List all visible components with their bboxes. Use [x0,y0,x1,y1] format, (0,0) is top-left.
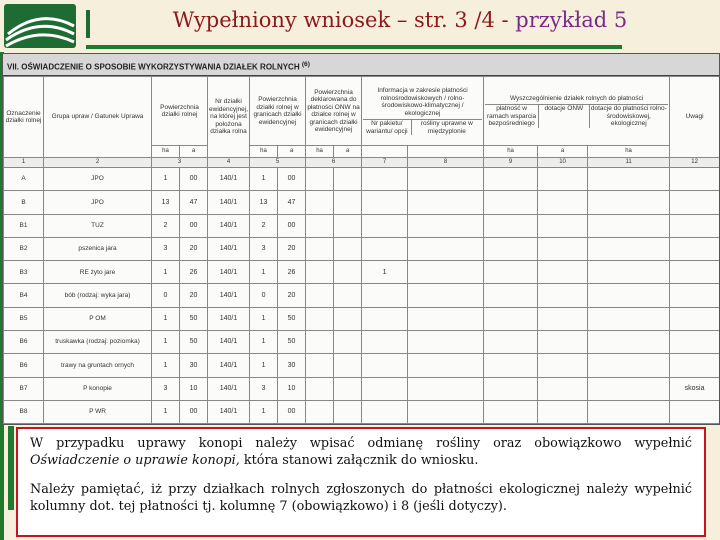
table-row [4,284,720,307]
cell-crop: bób (rodzaj: wyka jara) [44,284,152,307]
cell-a: 30 [180,354,208,377]
cell-empty [484,261,538,284]
cell-ha: 13 [152,191,180,214]
cell-ewid: 140/1 [208,354,250,377]
cell-empty [408,214,484,237]
unit-a: a [180,146,208,158]
table-row [4,307,720,330]
cell-empty [334,354,362,377]
cell-a [180,424,208,425]
cell-a2: 50 [278,331,306,354]
note-accent-bar [8,426,14,510]
unit-ha: ha [152,146,180,158]
cell-empty [408,284,484,307]
table-row [4,424,720,425]
cell-ha2: 0 [250,284,278,307]
cell-empty [588,331,670,354]
cell-c7 [362,237,408,260]
cell-ha2: 1 [250,400,278,423]
cell-ha: 3 [152,377,180,400]
table-row [4,191,720,214]
cell-a2: 20 [278,237,306,260]
unit-ha: ha [250,146,278,158]
cell-ha2: 1 [250,331,278,354]
cell-ha: 1 [152,400,180,423]
cell-empty [588,168,670,191]
cell-empty [334,168,362,191]
cell-ewid: 140/1 [208,331,250,354]
note-p1-em: Oświadczenie o uprawie konopi, [30,453,240,468]
col-number: 11 [588,158,670,168]
cell-ewid: 140/1 [208,237,250,260]
cell-ha: 2 [152,214,180,237]
cell-empty [538,261,588,284]
cell-empty [538,237,588,260]
cell-id: B6 [4,354,44,377]
column-number-row [4,158,720,168]
cell-a: 10 [180,377,208,400]
cell-id: B7 [4,377,44,400]
cell-c7 [362,307,408,330]
form-section-title [3,54,719,76]
cell-a2: 47 [278,191,306,214]
info-note [16,427,706,537]
cell-crop: RE żyto jare [44,261,152,284]
cell-empty [538,424,588,425]
col-number: 3 [152,158,208,168]
cell-empty [588,191,670,214]
cell-ewid: 140/1 [208,261,250,284]
cell-id: B1 [4,214,44,237]
cell-a2: 50 [278,307,306,330]
cell-empty [306,307,334,330]
unit-blank [362,146,408,158]
cell-id: A [4,168,44,191]
cell-empty [334,261,362,284]
unit-ha: ha [588,146,670,158]
cell-empty [588,307,670,330]
cell-empty [484,191,538,214]
cell-ha2: 3 [250,237,278,260]
cell-note [670,331,720,354]
cell-empty [538,214,588,237]
cell-empty [334,400,362,423]
table-row [4,331,720,354]
col-header-1: Oznaczenie działki rolnej [4,77,44,158]
table-row [4,354,720,377]
cell-empty [334,237,362,260]
cell-a2: 00 [278,214,306,237]
cell-id: B5 [4,307,44,330]
cell-c7 [362,191,408,214]
cell-empty [484,424,538,425]
section-title-text: VII. OŚWIADCZENIE O SPOSOBIE WYKORZYSTYWANIA DZIAŁEK ROLNYCH [7,62,300,72]
col-number: 8 [408,158,484,168]
cell-a2: 00 [278,400,306,423]
cell-ha: 3 [152,237,180,260]
table-body [4,168,720,426]
cell-a2: 30 [278,354,306,377]
cell-crop: P WR [44,400,152,423]
cell-c7 [362,424,408,425]
cell-empty [484,331,538,354]
cell-ha2: 1 [250,307,278,330]
cell-ha [152,424,180,425]
cell-note [670,424,720,425]
col-header-9: płatność w ramach wsparcia bezpośredniego [485,105,539,128]
cell-empty [306,261,334,284]
plots-table [3,76,720,425]
col-header-5: Powierzchnia działki rolnej w granicach działki ewidencyjnej [250,77,306,146]
cell-id: B [4,191,44,214]
cell-ewid: 140/1 [208,307,250,330]
cell-empty [484,284,538,307]
cell-empty [306,237,334,260]
col-number: 6 [306,158,362,168]
col-header-6: Powierzchnia deklarowana do płatności ONW na działce rolnej w granicach działki ewidencyjnej [306,77,362,146]
cell-empty [334,307,362,330]
cell-crop: P OM [44,307,152,330]
logo-divider [86,10,90,38]
cell-empty [588,284,670,307]
cell-empty [484,214,538,237]
cell-note: skosia [670,377,720,400]
cell-c7 [362,331,408,354]
cell-empty [306,354,334,377]
cell-c7 [362,214,408,237]
col-header-2: Grupa upraw / Gatunek Uprawa [44,77,152,158]
unit-blank [408,146,484,158]
table-header-row [4,77,720,146]
table-row [4,168,720,191]
cell-empty [538,400,588,423]
cell-crop: JPO [44,191,152,214]
slide-title [100,8,700,32]
cell-ha2: 1 [250,168,278,191]
cell-empty [588,237,670,260]
cell-a2: 26 [278,261,306,284]
col-header-12: Uwagi [670,77,720,158]
col-header-911 [484,77,670,146]
cell-empty [408,331,484,354]
cell-empty [334,424,362,425]
cell-note [670,307,720,330]
col-number: 10 [538,158,588,168]
cell-ha: 1 [152,354,180,377]
cell-c7 [362,168,408,191]
cell-empty [538,284,588,307]
cell-a2: 20 [278,284,306,307]
note-paragraph-1 [30,435,692,469]
cell-note [670,261,720,284]
cell-crop: truskawka (rodzaj: poziomka) [44,331,152,354]
cell-empty [588,377,670,400]
cell-empty [588,261,670,284]
cell-a: 00 [180,400,208,423]
cell-empty [538,191,588,214]
cell-empty [484,400,538,423]
cell-c7 [362,284,408,307]
cell-ha2: 13 [250,191,278,214]
cell-id: B6 [4,331,44,354]
table-row [4,377,720,400]
col-header-7: Nr pakietu/ wariantu/ opcji [363,120,412,135]
cell-note [670,400,720,423]
cell-empty [334,377,362,400]
unit-a: a [278,146,306,158]
cell-empty [484,168,538,191]
cell-crop: JPO [44,168,152,191]
cell-a2 [278,424,306,425]
cell-ha2: 2 [250,214,278,237]
table-row [4,237,720,260]
cell-ewid: 140/1 [208,284,250,307]
col-number: 4 [208,158,250,168]
cell-note [670,237,720,260]
cell-empty [484,237,538,260]
cell-id: B2 [4,237,44,260]
cell-empty [408,237,484,260]
col-header-3: Powierzchnia działki rolnej [152,77,208,146]
cell-empty [588,354,670,377]
cell-ha: 1 [152,307,180,330]
cell-empty [306,214,334,237]
cell-c7 [362,377,408,400]
cell-empty [484,307,538,330]
col-header-4: Nr działki ewidencyjnej, na której jest położona działka rolna [208,77,250,158]
cell-ewid: 140/1 [208,191,250,214]
form-scan [2,53,720,425]
col-header-10: dotacje ONW [539,105,589,128]
cell-empty [306,377,334,400]
col-header-8: rośliny uprawne w międzyplonie [420,120,473,135]
cell-empty [408,168,484,191]
cell-ewid [208,424,250,425]
cell-ha: 1 [152,261,180,284]
cell-c7 [362,354,408,377]
cell-empty [334,191,362,214]
arimr-logo [4,4,76,48]
unit-ha: ha [306,146,334,158]
cell-a2: 00 [278,168,306,191]
cell-ha2: 1 [250,354,278,377]
cell-empty [306,284,334,307]
cell-empty [588,424,670,425]
cell-a: 20 [180,284,208,307]
cell-a: 00 [180,214,208,237]
title-main: Wypełniony wniosek – str. 3 /4 - [172,8,516,32]
col-header-911-title: Wyszczególnienie działek rolnych do płatności [485,95,668,106]
table-row [4,214,720,237]
cell-note [670,284,720,307]
col-number: 12 [670,158,720,168]
title-underline [86,45,622,49]
col-number: 1 [4,158,44,168]
table-row [4,400,720,423]
cell-id: B8 [4,400,44,423]
cell-empty [538,331,588,354]
unit-a: a [334,146,362,158]
note-p1-b: która stanowi załącznik do wniosku. [239,453,479,468]
cell-a: 50 [180,331,208,354]
cell-crop: pszenica jara [44,237,152,260]
cell-empty [484,377,538,400]
cell-a: 20 [180,237,208,260]
cell-ha2: 3 [250,377,278,400]
col-header-78-title: Informacja w zakresie płatności rolnośrodowiskowych / rolno-środowiskowo-klimatycznej / ekologicznej [363,87,482,120]
cell-empty [408,424,484,425]
cell-empty [408,307,484,330]
col-number: 9 [484,158,538,168]
cell-empty [408,191,484,214]
title-highlight: przykład 5 [515,8,628,32]
cell-ha: 1 [152,331,180,354]
cell-crop: P konopie [44,377,152,400]
unit-ha: ha [484,146,538,158]
cell-id [4,424,44,425]
cell-empty [408,377,484,400]
cell-a: 50 [180,307,208,330]
cell-ha2: 1 [250,261,278,284]
cell-ha2 [250,424,278,425]
cell-a: 00 [180,168,208,191]
unit-a: a [538,146,588,158]
cell-empty [334,331,362,354]
cell-empty [588,214,670,237]
cell-empty [408,400,484,423]
cell-note [670,354,720,377]
cell-empty [408,354,484,377]
cell-empty [538,168,588,191]
cell-empty [588,400,670,423]
cell-ewid: 140/1 [208,214,250,237]
cell-empty [306,424,334,425]
section-title-sup: (6) [301,61,310,68]
cell-empty [334,284,362,307]
cell-ha: 0 [152,284,180,307]
table-row [4,261,720,284]
note-p1-a: W przypadku uprawy konopi należy wpisać odmianę rośliny oraz obowiązkowo wypełnić [30,436,692,451]
cell-empty [306,191,334,214]
cell-ha: 1 [152,168,180,191]
cell-crop [44,424,152,425]
cell-empty [408,261,484,284]
cell-ewid: 140/1 [208,400,250,423]
cell-empty [538,354,588,377]
cell-empty [334,214,362,237]
cell-a2: 10 [278,377,306,400]
cell-empty [306,331,334,354]
cell-c7 [362,400,408,423]
col-header-11: dotacje do płatności rolno-środowiskowej, ekologicznej [590,105,667,127]
note-paragraph-2: Należy pamiętać, iż przy działkach rolnych zgłoszonych do płatności ekologicznej należy wypełnić kolumny dot. tej płatności tj. kolumnę 7 (obowiązkowo) i 8 (jeśli dotyczy). [30,482,692,514]
cell-empty [306,168,334,191]
cell-a: 26 [180,261,208,284]
cell-empty [538,307,588,330]
col-number: 5 [250,158,306,168]
cell-id: B3 [4,261,44,284]
cell-empty [306,400,334,423]
cell-note [670,191,720,214]
col-header-78 [362,77,484,146]
cell-a: 47 [180,191,208,214]
cell-crop: trawy na gruntach ornych [44,354,152,377]
cell-note [670,214,720,237]
cell-empty [484,354,538,377]
cell-id: B4 [4,284,44,307]
cell-ewid: 140/1 [208,377,250,400]
col-number: 7 [362,158,408,168]
cell-note [670,168,720,191]
cell-c7: 1 [362,261,408,284]
col-number: 2 [44,158,152,168]
cell-crop: TUZ [44,214,152,237]
cell-empty [538,377,588,400]
cell-ewid: 140/1 [208,168,250,191]
